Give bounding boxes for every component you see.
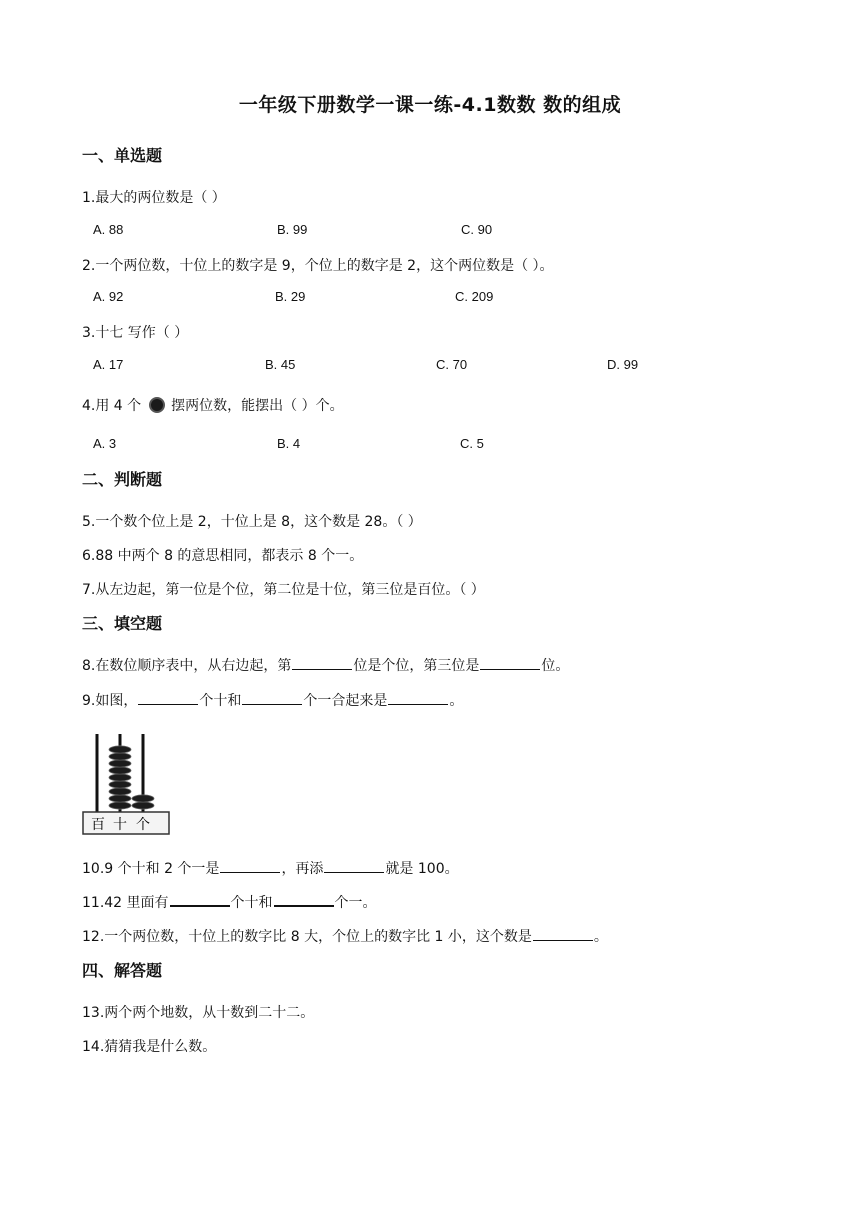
abacus-figure — [82, 730, 170, 836]
q11-text-2: 个十和 — [230, 895, 273, 911]
q9-text-4: 。 — [449, 693, 464, 709]
question-8 — [82, 655, 569, 675]
answer-blank[interactable] — [170, 893, 230, 907]
tens-bead — [109, 774, 131, 781]
section-heading-fill-blank: 三、填空题 — [82, 614, 163, 633]
tens-beads — [109, 746, 131, 809]
q12-text-2: 。 — [593, 929, 608, 945]
question-11 — [82, 892, 377, 912]
answer-blank[interactable] — [292, 657, 352, 670]
q8-text-2: 位是个位，第三位是 — [353, 658, 480, 674]
q4-text-after: 摆两位数，能摆出（ ）个。 — [171, 398, 344, 414]
q2-option-a: A. 92 — [93, 289, 124, 304]
tens-bead — [109, 788, 131, 795]
q4-option-a: A. 3 — [93, 436, 117, 451]
answer-blank[interactable] — [324, 860, 384, 873]
ones-bead — [132, 802, 154, 809]
q2-option-b: B. 29 — [275, 289, 306, 304]
q3-option-b: B. 45 — [265, 357, 296, 372]
q9-text-2: 个十和 — [199, 693, 242, 709]
tens-bead — [109, 781, 131, 788]
tens-bead — [109, 753, 131, 760]
q10-text-1: 10.9 个十和 2 个一是 — [82, 861, 220, 877]
answer-blank[interactable] — [138, 692, 198, 705]
question-2: 2.一个两位数，十位上的数字是 9，个位上的数字是 2，这个两位数是（ ）。 — [82, 258, 554, 274]
question-6: 6.88 中两个 8 的意思相同，都表示 8 个一。 — [82, 548, 364, 564]
q9-text-1: 9.如图， — [82, 693, 138, 709]
q11-text-1: 11.42 里面有 — [82, 895, 169, 911]
page-title: 一年级下册数学一课一练-4.1数数 数的组成 — [238, 94, 622, 116]
answer-blank[interactable] — [533, 928, 593, 941]
answer-blank[interactable] — [242, 692, 302, 705]
question-4 — [82, 395, 344, 415]
q10-text-3: 就是 100。 — [385, 861, 459, 877]
section-heading-true-false: 二、判断题 — [82, 470, 163, 489]
tens-bead — [109, 795, 131, 802]
question-7: 7.从左边起，第一位是个位，第二位是十位，第三位是百位。（ ） — [82, 582, 485, 598]
q10-text-2: ，再添 — [281, 861, 324, 877]
question-9 — [82, 690, 463, 710]
section-heading-single-choice: 一、单选题 — [82, 146, 163, 165]
question-1: 1.最大的两位数是（ ） — [82, 190, 226, 206]
answer-blank[interactable] — [480, 657, 540, 670]
tens-bead — [109, 746, 131, 753]
section-heading-solve: 四、解答题 — [82, 961, 163, 980]
answer-blank[interactable] — [220, 860, 280, 873]
q1-option-a: A. 88 — [93, 222, 124, 237]
ones-bead — [132, 795, 154, 802]
q8-text-3: 位。 — [541, 658, 570, 674]
q4-option-c: C. 5 — [460, 436, 484, 451]
question-14: 14.猜猜我是什么数。 — [82, 1039, 217, 1055]
tens-bead — [109, 802, 131, 809]
ones-beads — [132, 795, 154, 809]
label-ones: 个 — [136, 817, 150, 833]
q8-text-1: 8.在数位顺序表中，从右边起，第 — [82, 658, 292, 674]
q9-text-3: 个一合起来是 — [303, 693, 388, 709]
question-12 — [82, 926, 608, 946]
answer-blank[interactable] — [388, 692, 448, 705]
q3-option-a: A. 17 — [93, 357, 124, 372]
label-tens: 十 — [113, 817, 127, 833]
label-hundreds: 百 — [91, 817, 105, 833]
tens-bead — [109, 767, 131, 774]
tens-bead — [109, 760, 131, 767]
question-13: 13.两个两个地数，从十数到二十二。 — [82, 1005, 315, 1021]
question-3: 3.十七 写作（ ） — [82, 325, 189, 341]
q1-option-c: C. 90 — [461, 222, 493, 237]
q3-option-d: D. 99 — [607, 357, 639, 372]
q12-text-1: 12.一个两位数，十位上的数字比 8 大，个位上的数字比 1 小，这个数是 — [82, 929, 532, 945]
q3-option-c: C. 70 — [436, 357, 468, 372]
q1-option-b: B. 99 — [277, 222, 308, 237]
question-5: 5.一个数个位上是 2，十位上是 8，这个数是 28。（ ） — [82, 514, 422, 530]
bead-icon — [149, 397, 165, 413]
q4-text-before: 4.用 4 个 — [82, 398, 142, 414]
q11-text-3: 个一。 — [334, 895, 377, 911]
question-10 — [82, 858, 459, 878]
answer-blank[interactable] — [274, 893, 334, 907]
q2-option-c: C. 209 — [455, 289, 494, 304]
q4-option-b: B. 4 — [277, 436, 301, 451]
